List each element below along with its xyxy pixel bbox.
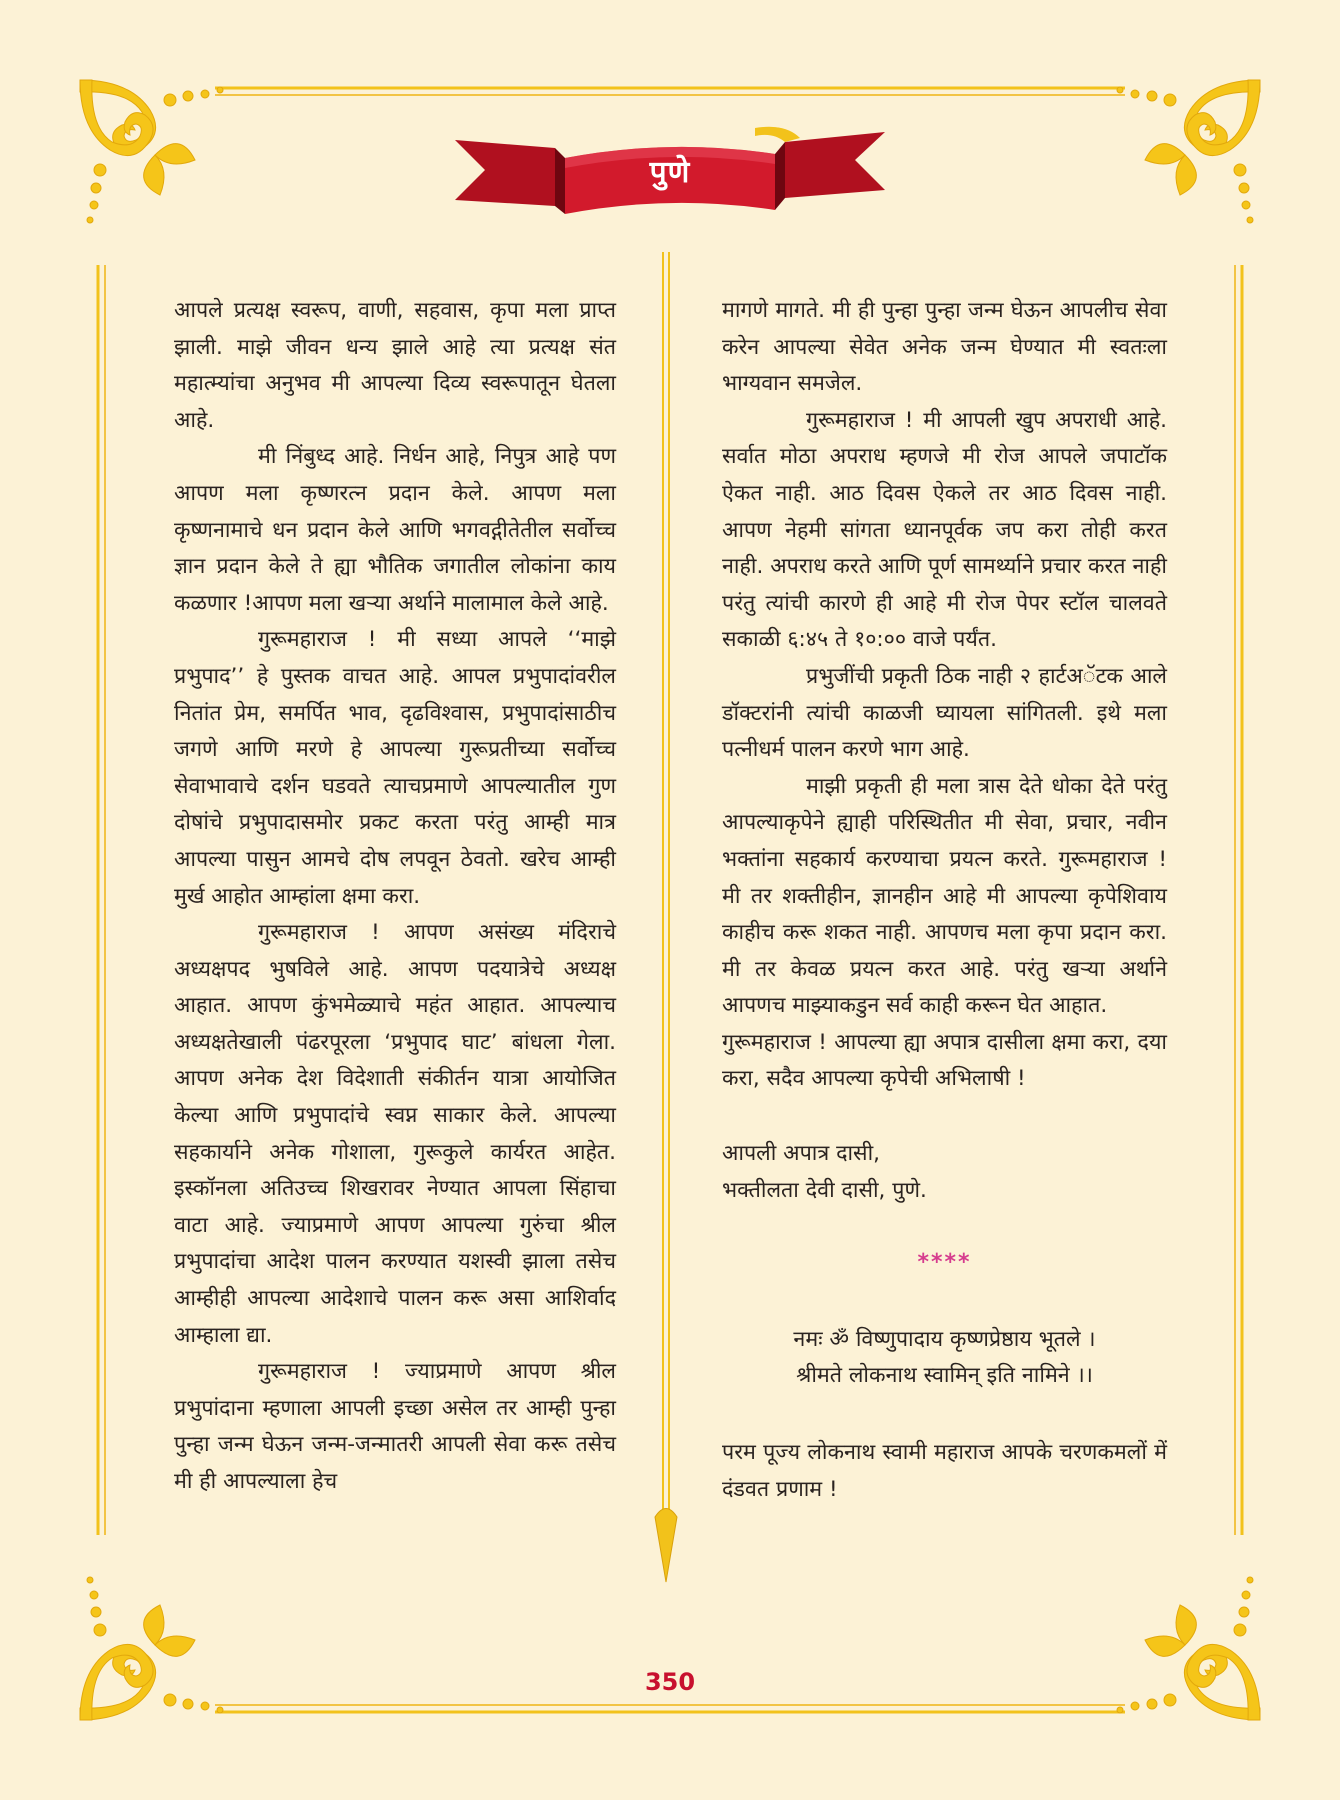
signature-name: भक्तीलता देवी दासी, पुणे. bbox=[722, 1177, 927, 1203]
paragraph: गुरूमहाराज ! मी आपली खुप अपराधी आहे. सर्वात मोठा अपराध म्हणजे मी रोज आपले जपाटॉक ऐकत नाही. आठ दिवस ऐकले तर आठ दिवस नाही. आपण नेहमी सांगता ध्यानपूर्वक जप करा तोही करत नाही. अपराध करते आणि पूर्ण सामर्थ्याने प्रचार करत नाही परंतु त्यांची कारणे ही आहे मी रोज पेपर स्टॉल चालवते सकाळी ६:४५ ते १०:०० वाजे पर्यंत. bbox=[722, 407, 1167, 653]
paragraph: गुरूमहाराज ! मी सध्या आपले ‘‘माझे प्रभुपाद’’ हे पुस्तक वाचत आहे. आपल प्रभुपादांवरील नितांत प्रेम, समर्पित भाव, दृढविश्वास, प्रभुपादांसाठीच जगणे आणि मरणे हे आपल्या गुरूप्रतीच्या सर्वोच्च सेवाभावाचे दर्शन घडवते त्याचप्रमाणे आपल्यातील गुण दोषांचे प्रभुपादासमोर प्रकट करता परंतु आम्ही मात्र आपल्या पासुन आमचे दोष लपवून ठेवतो. खरेच आम्ही मुर्ख आहोत आम्हांला क्षमा करा. bbox=[174, 627, 616, 909]
paragraph: आपले प्रत्यक्ष स्वरूप, वाणी, सहवास, कृपा मला प्राप्त झाली. माझे जीवन धन्य झाले आहे त्या प्रत्यक्ष संत महात्म्यांचा अनुभव मी आपल्या दिव्य स्वरूपातून घेतला आहे. bbox=[174, 298, 616, 433]
corner-ornament-bottom-left bbox=[70, 1530, 260, 1730]
page-title: पुणे bbox=[649, 155, 691, 190]
page-number: 350 bbox=[644, 1668, 696, 1696]
title-ribbon bbox=[455, 118, 885, 228]
column-divider bbox=[651, 252, 681, 1592]
corner-ornament-top-right bbox=[1080, 70, 1270, 270]
paragraph: माझी प्रकृती ही मला त्रास देते धोका देते परंतु आपल्याकृपेने ह्याही परिस्थितीत मी सेवा, प्रचार, नवीन भक्तांना सहकार्य करण्याचा प्रयत्न करते. गुरूमहाराज ! मी तर शक्तीहीन, ज्ञानहीन आहे मी आपल्या कृपेशिवाय काहीच करू शकत नाही. आपणच मला कृपा प्रदान करा. मी तर केवळ प्रयत्न करत आहे. परंतु खऱ्या अर्थाने आपणच माझ्याकडुन सर्व काही करून घेत आहात. bbox=[722, 773, 1167, 1019]
paragraph: मागणे मागते. मी ही पुन्हा पुन्हा जन्म घेऊन आपलीच सेवा करेन आपल्या सेवेत अनेक जन्म घेण्यात मी स्वतःला भाग्यवान समजेल. bbox=[722, 298, 1167, 397]
left-column bbox=[174, 293, 616, 1501]
section-separator: **** bbox=[917, 1250, 972, 1276]
closing-salutation: परम पूज्य लोकनाथ स्वामी महाराज आपके चरणकमलों में दंडवत प्रणाम ! bbox=[722, 1440, 1167, 1502]
mantra-line: श्रीमते लोकनाथ स्वामिन् इति नामिने ।। bbox=[796, 1363, 1093, 1389]
corner-ornament-bottom-right bbox=[1080, 1530, 1270, 1730]
paragraph: प्रभुजींची प्रकृती ठिक नाही २ हार्टअॅटक आले डॉक्टरांनी त्यांची काळजी घ्यायला सांगितली. इथे मला पत्नीधर्म पालन करणे भाग आहे. bbox=[722, 663, 1167, 763]
right-column bbox=[722, 293, 1167, 1508]
paragraph: गुरूमहाराज ! आपल्या ह्या अपात्र दासीला क्षमा करा, दया करा, सदैव आपल्या कृपेची अभिलाषी ! bbox=[722, 1029, 1167, 1092]
paragraph: मी निंबुध्द आहे. निर्धन आहे, निपुत्र आहे पण आपण मला कृष्णरत्न प्रदान केले. आपण मला कृष्णनामाचे धन प्रदान केले आणि भगवद्गीतेतील सर्वोच्च ज्ञान प्रदान केले ते ह्या भौतिक जगातील लोकांना काय कळणार !आपण मला खऱ्या अर्थाने मालामाल केले आहे. bbox=[174, 444, 616, 616]
paragraph: गुरूमहाराज ! ज्याप्रमाणे आपण श्रील प्रभुपांदाना म्हणाला आपली इच्छा असेल तर आम्ही पुन्हा पुन्हा जन्म घेऊन जन्म-जन्मातरी आपली सेवा करू तसेच मी ही आपल्याला हेच bbox=[174, 1359, 616, 1494]
paragraph: गुरूमहाराज ! आपण असंख्य मंदिराचे अध्यक्षपद भुषविले आहे. आपण पदयात्रेचे अध्यक्ष आहात. आपण कुंभमेळ्याचे महंत आहात. आपल्याच अध्यक्षतेखाली पंढरपूरला ‘प्रभुपाद घाट’ बांधला गेला. आपण अनेक देश विदेशाती संकीर्तन यात्रा आयोजित केल्या आणि प्रभुपादांचे स्वप्न साकार केले. आपल्या सहकार्याने अनेक गोशाला, गुरूकुले कार्यरत आहेत. इस्कॉनला अतिउच्च शिखरावर नेण्यात आपला सिंहाचा वाटा आहे. ज्याप्रमाणे आपण आपल्या गुरुंचा श्रील प्रभुपादांचा आदेश पालन करण्यात यशस्वी झाला तसेच आम्हीही आपल्या आदेशाचे पालन करू असा आशिर्वाद आम्हाला द्या. bbox=[174, 920, 616, 1348]
signature-line: आपली अपात्र दासी, bbox=[722, 1141, 880, 1167]
mantra-line: नमः ॐ विष्णुपादाय कृष्णप्रेष्ठाय भूतले । bbox=[793, 1326, 1096, 1352]
corner-ornament-top-left bbox=[70, 70, 260, 270]
